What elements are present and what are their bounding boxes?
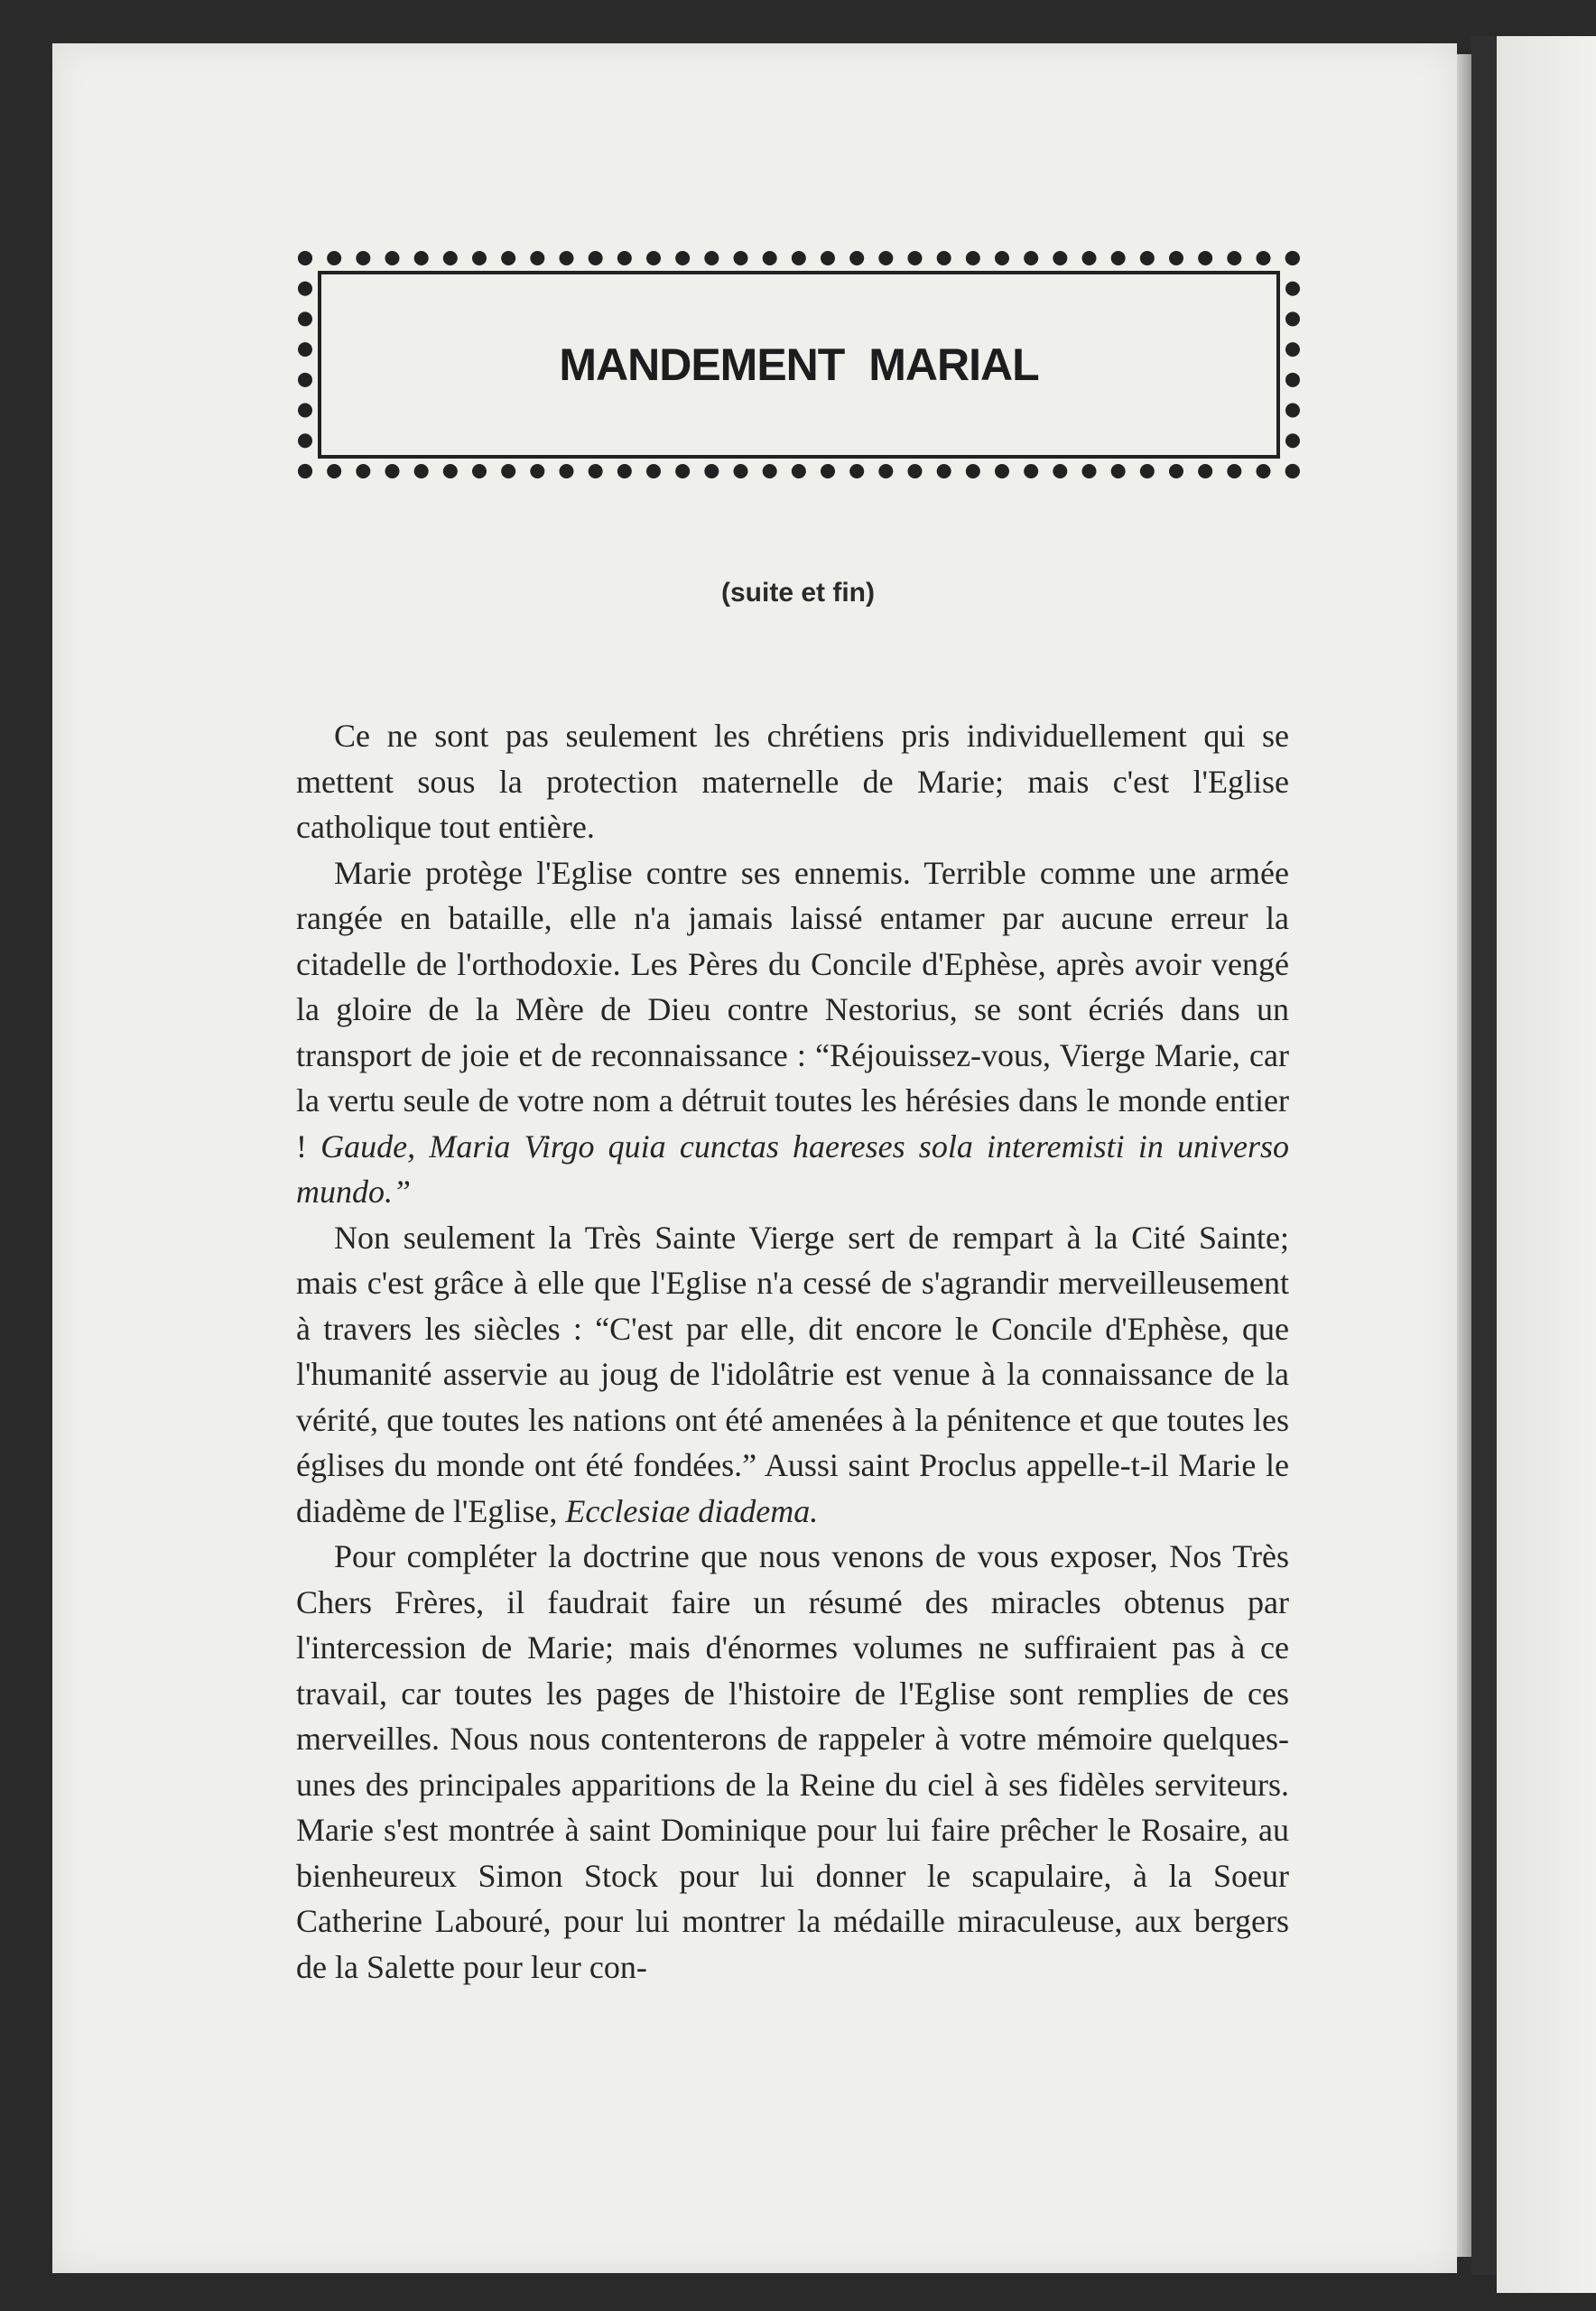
facing-page-edge [1497,36,1596,2293]
paragraph-4-text: Pour compléter la doctrine que nous venons de vous exposer, Nos Très Chers Frères, il faudrait faire un résumé des miracles obtenus par l'intercession de Marie; mais d'énormes volumes ne suffiraient pas à ce travail, car toutes les pages de l'histoire de l'Eglise sont remplies de ces merveilles. Nous nous contenterons de rappeler à votre mémoire quelques-unes des principales apparitions de la Reine du ciel à ses fidèles serviteurs. Marie s'est montrée à saint Dominique pour lui faire prêcher le Rosaire, au bienheureux Simon Stock pour lui donner le scapulaire, à la Soeur Catherine Labouré, pour lui montrer la médaille miraculeuse, aux bergers de la Salette pour leur con- [296,1538,1289,1985]
title-frame [298,251,1300,478]
paragraph-2 [296,850,1289,1215]
paragraph-2-text: Marie protège l'Eglise contre ses ennemis. Terrible comme une armée rangée en bataille, elle n'a jamais laissé entamer par aucune erreur la citadelle de l'orthodoxie. Les Pères du Concile d'Ephèse, après avoir vengé la gloire de la Mère de Dieu contre Nestorius, se sont écriés dans un transport de joie et de reconnaissance : “Réjouissez-vous, Vierge Marie, car la vertu seule de votre nom a détruit toutes les hérésies dans le monde entier ! [296,854,1289,1165]
paragraph-4 [296,1534,1289,1990]
body-text [296,713,1289,1990]
paragraph-2-latin-quote: Gaude, Maria Virgo quia cunctas haereses sola interemisti in universo mundo.” [296,1128,1289,1210]
subtitle: (suite et fin) [721,578,875,608]
paragraph-1 [296,713,1289,850]
paragraph-3-text: Non seulement la Très Sainte Vierge sert de rempart à la Cité Sainte; mais c'est grâce à elle que l'Eglise n'a cessé de s'agrandir merveilleusement à travers les siècles : “C'est par elle, dit encore le Concile d'Ephèse, que l'humanité asservie au joug de l'idolâtrie est venue à la connaissance de la vérité, que toutes les nations ont été amenées à la pénitence et que toutes les églises du monde ont été fondées.” Aussi saint Proclus appelle-t-il Marie le diadème de l'Eglise, [296,1219,1289,1529]
paragraph-1-text: Ce ne sont pas seulement les chrétiens pris individuellement qui se mettent sous la protection maternelle de Marie; mais c'est l'Eglise catholique tout entière. [296,718,1289,845]
book-spine [1471,36,1497,2275]
paragraph-3-latin-term: Ecclesiae diadema. [565,1492,819,1529]
page-edge-shadow [1457,54,1471,2257]
paragraph-3 [296,1215,1289,1535]
page-title: MANDEMENT MARIAL [559,339,1039,390]
